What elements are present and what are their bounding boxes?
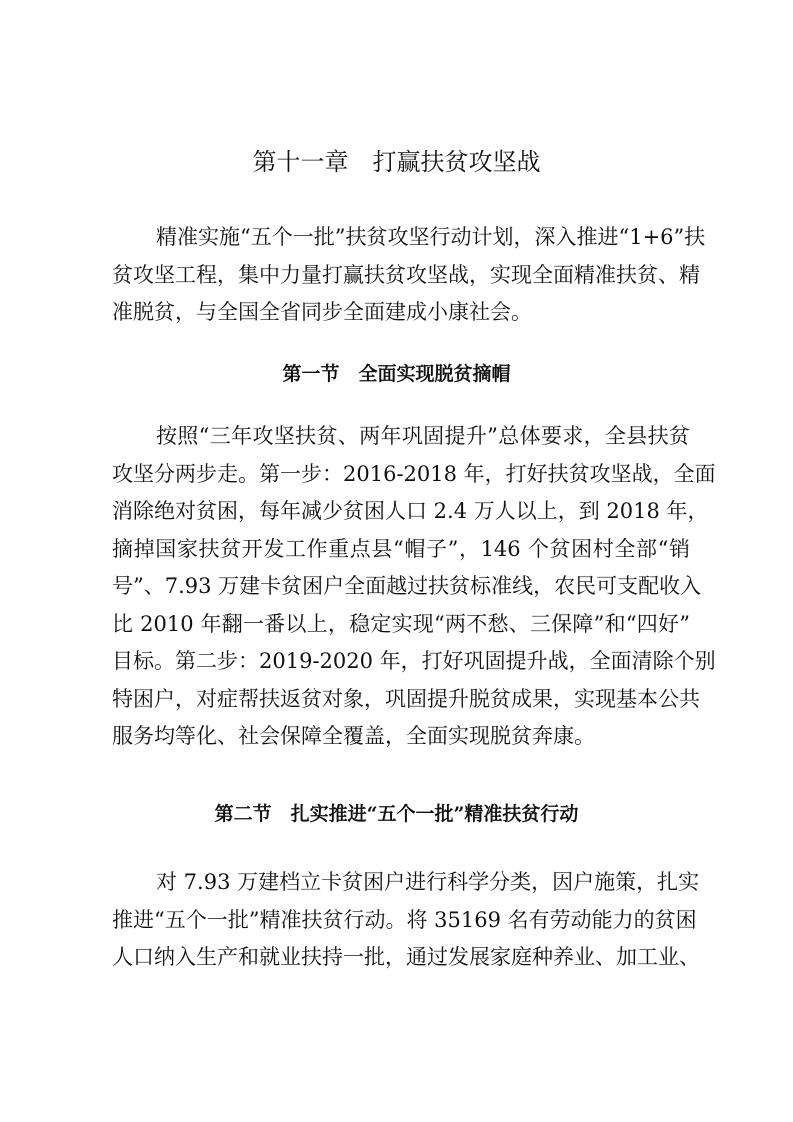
text-line: 准脱贫，与全国全省同步全面建成小康社会。 [112, 300, 532, 324]
section-1-title: 第一节 全面实现脱贫摘帽 [282, 363, 511, 385]
text-line: 按照“三年攻坚扶贫、两年巩固提升”总体要求，全县扶贫 [156, 424, 690, 448]
text-line: 人口纳入生产和就业扶持一批，通过发展家庭种养业、加工业、 [112, 945, 700, 969]
text-line: 对 7.93 万建档立卡贫困户进行科学分类，因户施策，扎实 [156, 870, 700, 894]
text-line: 特困户，对症帮扶返贫对象，巩固提升脱贫成果，实现基本公共 [112, 686, 700, 711]
text-line: 推进“五个一批”精准扶贫行动。将 35169 名有劳动能力的贫困 [112, 907, 697, 932]
text-line: 号”、7.93 万建卡贫困户全面越过扶贫标准线，农民可支配收入 [112, 574, 702, 598]
section-2-title: 第二节 扎实推进“五个一批”精准扶贫行动 [214, 803, 579, 825]
text-line: 比 2010 年翻一番以上，稳定实现“两不愁、三保障”和“四好” [112, 611, 690, 636]
section-1-paragraph [112, 418, 716, 756]
text-line: 服务均等化、社会保障全覆盖，全面实现脱贫奔康。 [112, 724, 595, 748]
text-line: 目标。第二步：2019-2020 年，打好巩固提升战，全面清除个别 [112, 649, 716, 673]
text-line: 贫攻坚工程，集中力量打赢扶贫攻坚战，实现全面精准扶贫、精 [112, 262, 700, 287]
text-line: 精准实施“五个一批”扶贫攻坚行动计划，深入推进“1+6”扶 [156, 225, 706, 249]
text-line: 摘掉国家扶贫开发工作重点县“帽子”，146 个贫困村全部“销 [112, 536, 690, 561]
intro-paragraph [112, 219, 706, 332]
text-line: 攻坚分两步走。第一步：2016-2018 年，打好扶贫攻坚战，全面 [112, 461, 716, 486]
text-line: 消除绝对贫困，每年减少贫困人口 2.4 万人以上，到 2018 年， [112, 499, 709, 523]
chapter-title: 第十一章 打赢扶贫攻坚战 [252, 148, 541, 176]
section-2-paragraph [112, 864, 700, 977]
